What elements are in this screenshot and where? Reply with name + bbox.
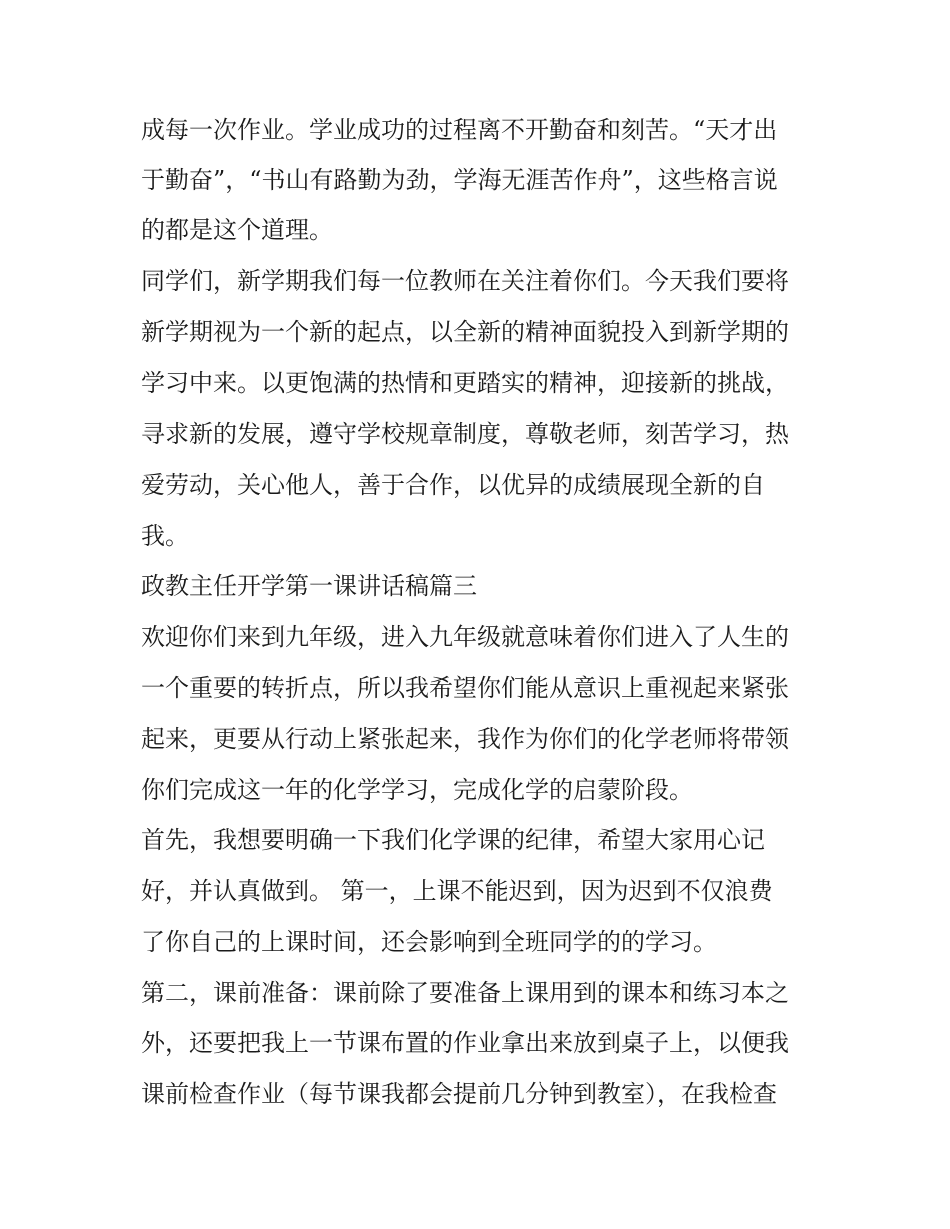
- text-line: 好，并认真做到。 第一，上课不能迟到，因为迟到不仅浪费: [141, 877, 773, 905]
- text-line: 于勤奋”，“书山有路勤为劲，学海无涯苦作舟”，这些格言说: [141, 166, 778, 194]
- text-line: 成每一次作业。学业成功的过程离不开勤奋和刻苦。“天才出: [141, 116, 778, 144]
- text-line: 我。: [141, 522, 189, 550]
- text-line: 同学们，新学期我们每一位教师在关注着你们。今天我们要将: [141, 267, 789, 295]
- text-line: 的都是这个道理。: [141, 216, 333, 244]
- text-line: 你们完成这一年的化学学习，完成化学的启蒙阶段。: [141, 776, 693, 804]
- text-line: 新学期视为一个新的起点，以全新的精神面貌投入到新学期的: [141, 318, 789, 346]
- text-line: 爱劳动，关心他人，善于合作，以优异的成绩展现全新的自: [141, 471, 765, 499]
- text-line: 学习中来。以更饱满的热情和更踏实的精神，迎接新的挑战，: [141, 369, 789, 397]
- text-line: 首先，我想要明确一下我们化学课的纪律，希望大家用心记: [141, 826, 765, 854]
- text-line: 课前检查作业（每节课我都会提前几分钟到教室），在我检查: [141, 1080, 777, 1108]
- text-line: 一个重要的转折点，所以我希望你们能从意识上重视起来紧张: [141, 674, 789, 702]
- text-line: 外，还要把我上一节课布置的作业拿出来放到桌子上，以便我: [141, 1029, 789, 1057]
- text-line: 第二，课前准备：课前除了要准备上课用到的课本和练习本之: [141, 979, 789, 1007]
- text-line: 寻求新的发展，遵守学校规章制度，尊敬老师，刻苦学习，热: [141, 420, 789, 448]
- text-line: 了你自己的上课时间，还会影响到全班同学的的学习。: [141, 928, 717, 956]
- text-line: 起来，更要从行动上紧张起来，我作为你们的化学老师将带领: [141, 725, 789, 753]
- section-heading: 政教主任开学第一课讲话稿篇三: [141, 572, 477, 600]
- text-line: 欢迎你们来到九年级，进入九年级就意味着你们进入了人生的: [141, 623, 789, 651]
